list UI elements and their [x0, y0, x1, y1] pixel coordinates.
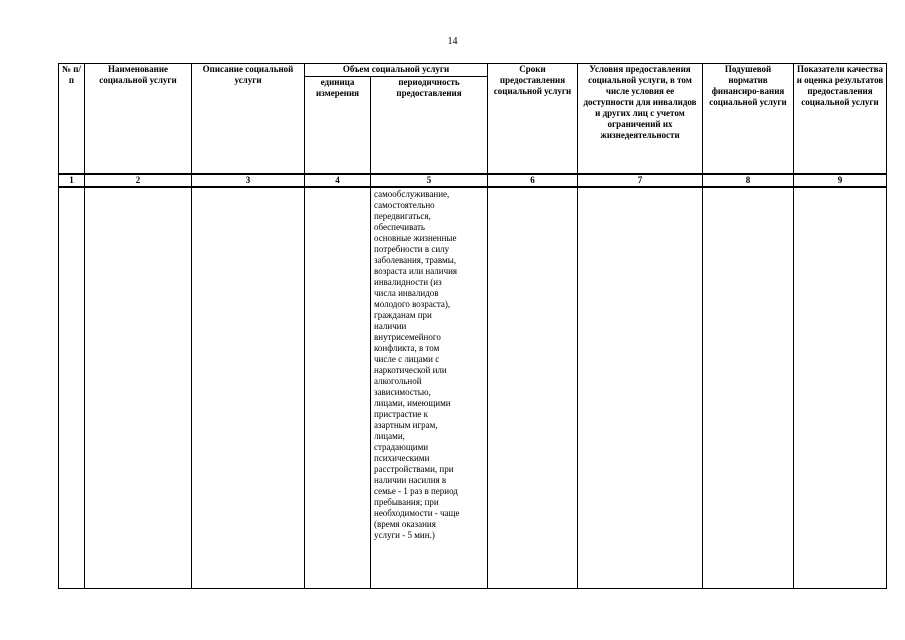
periodicity-line: наличии насилия в	[374, 475, 447, 485]
periodicity-line: наркотической или	[374, 365, 447, 375]
header-service-description: Описание социальной услуги	[192, 64, 305, 175]
column-number: 7	[578, 174, 703, 187]
header-service-conditions: Условия предоставления социальной услуги, в том числе условия ее доступности для инвалидов и других лиц с учетом ограничений их жизнедеятельности	[578, 64, 703, 175]
header-service-name: Наименование социальной услуги	[85, 64, 192, 175]
periodicity-line: лицами,	[374, 431, 405, 441]
header-service-volume: Объем социальной услуги	[305, 64, 488, 77]
periodicity-line: семье - 1 раз в период	[374, 486, 458, 496]
periodicity-line: инвалидности (из	[374, 277, 442, 287]
cell-service-name	[85, 187, 192, 589]
periodicity-line: пристрастие к	[374, 409, 429, 419]
cell-number	[59, 187, 85, 589]
periodicity-line: самостоятельно	[374, 200, 435, 210]
periodicity-line: расстройствами, при	[374, 464, 454, 474]
header-funding-norm: Подушевой норматив финансиро-вания социальной услуги	[703, 64, 794, 175]
cell-service-conditions	[578, 187, 703, 589]
cell-unit	[305, 187, 371, 589]
periodicity-line: лицами, имеющими	[374, 398, 451, 408]
table-row	[59, 187, 887, 589]
header-unit: единица измерения	[305, 77, 371, 175]
column-number: 1	[59, 174, 85, 187]
periodicity-line: необходимости - чаще	[374, 508, 460, 518]
periodicity-line: страдающими	[374, 442, 429, 452]
periodicity-line: возраста или наличия	[374, 266, 458, 276]
cell-periodicity	[371, 187, 488, 589]
cell-service-description	[192, 187, 305, 589]
periodicity-line: самообслуживание,	[374, 189, 450, 199]
column-number: 8	[703, 174, 794, 187]
periodicity-line: заболевания, травмы,	[374, 255, 457, 265]
cell-quality-indicators	[794, 187, 887, 589]
header-periodicity: периодичность предоставления	[371, 77, 488, 175]
column-number: 2	[85, 174, 192, 187]
periodicity-line: обеспечивать	[374, 222, 426, 232]
periodicity-line: (время оказания	[374, 519, 436, 529]
periodicity-line: пребывания; при	[374, 497, 439, 507]
periodicity-line: конфликта, в том	[374, 343, 440, 353]
periodicity-line: азартным играм,	[374, 420, 438, 430]
periodicity-line: передвигаться,	[374, 211, 431, 221]
periodicity-line: зависимостью,	[374, 387, 431, 397]
header-quality-indicators: Показатели качества и оценка результатов предоставления социальной услуги	[794, 64, 887, 175]
periodicity-line: услуги - 5 мин.)	[374, 530, 435, 540]
column-number: 9	[794, 174, 887, 187]
column-number: 3	[192, 174, 305, 187]
periodicity-line: внутрисемейного	[374, 332, 441, 342]
periodicity-line: основные жизненные	[374, 233, 457, 243]
cell-funding-norm	[703, 187, 794, 589]
periodicity-line: наличии	[374, 321, 407, 331]
periodicity-line: психическими	[374, 453, 430, 463]
periodicity-line: числа инвалидов	[374, 288, 439, 298]
periodicity-line: гражданам при	[374, 310, 432, 320]
services-table	[58, 63, 887, 589]
periodicity-line: молодого возраста),	[374, 299, 451, 309]
header-number: № п/п	[59, 64, 85, 175]
periodicity-line: числе с лицами с	[374, 354, 440, 364]
column-number: 5	[371, 174, 488, 187]
header-service-terms: Сроки предоставления социальной услуги	[488, 64, 578, 175]
periodicity-line: потребности в силу	[374, 244, 450, 254]
page-number: 14	[447, 36, 458, 47]
column-number: 4	[305, 174, 371, 187]
periodicity-line: алкогольной	[374, 376, 422, 386]
column-number-row	[59, 174, 887, 187]
column-number: 6	[488, 174, 578, 187]
cell-service-terms	[488, 187, 578, 589]
